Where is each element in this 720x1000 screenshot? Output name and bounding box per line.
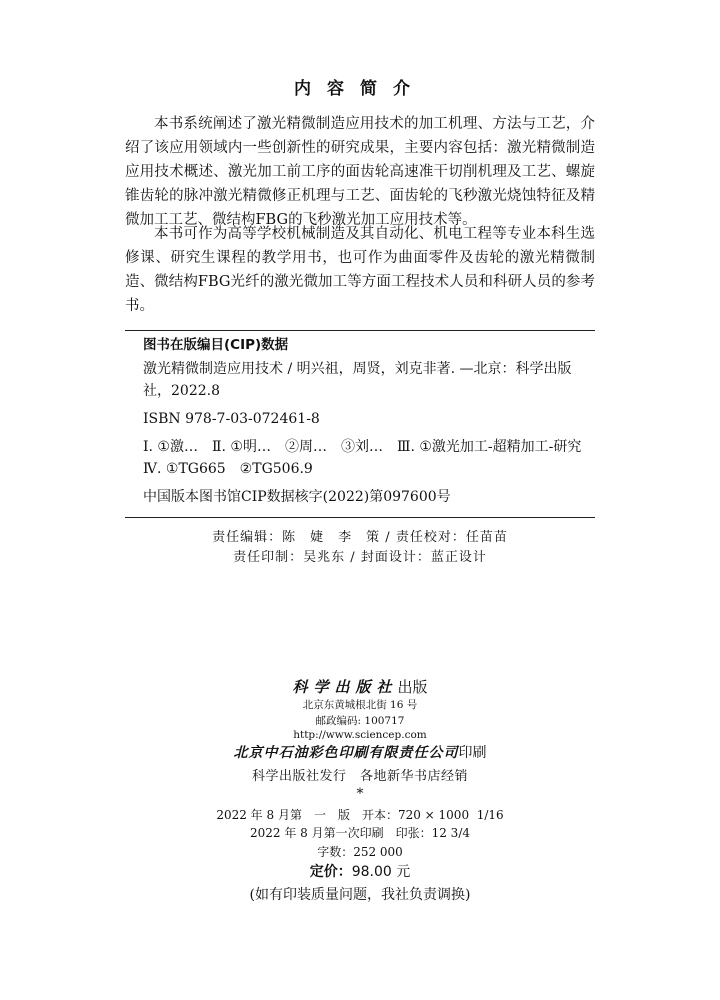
publisher-line (0, 676, 720, 697)
edition-line: 2022 年 8 月第 一 版 开本：720 × 1000 1/16 (216, 808, 504, 822)
price-value: 98.00 元 (351, 864, 411, 880)
editor-credits: 责任编辑：陈 婕 李 策 / 责任校对：任苗苗 (212, 530, 508, 545)
publisher-suffix: 出版 (397, 678, 428, 696)
cip-bottom-divider (125, 517, 595, 518)
quality-notice: (如有印装质量问题，我社负责调换) (249, 887, 471, 903)
intro-paragraph-1 (125, 112, 595, 232)
cip-entry: 激光精微制造应用技术 / 明兴祖，周贤，刘克非著. —北京：科学出版社，2022.8 (143, 361, 572, 399)
separator-asterisk: * (356, 786, 364, 802)
cip-classification: Ⅰ. ①激… Ⅱ. ①明… ②周… ③刘… Ⅲ. ①激光加工-超精加工-研究 Ⅳ. ①TG665 ②TG506.9 (143, 439, 596, 477)
publisher-postcode: 邮政编码: 100717 (315, 715, 405, 727)
publisher-url: http://www.sciencep.com (293, 729, 427, 741)
cip-record-number: 中国版本图书馆CIP数据核字(2022)第097600号 (143, 489, 451, 505)
cip-isbn: ISBN 978-7-03-072461-8 (143, 411, 320, 427)
printer-name: 北京中石油彩色印刷有限责任公司 (233, 745, 459, 761)
printer-line (0, 742, 720, 762)
intro-text: 本书系统阐述了激光精微制造应用技术的加工机理、方法与工艺，介绍了该应用领域内一些创新性的研究成果，主要内容包括：激光精微制造应用技术概述、激光加工前工序的面齿轮高速准干切削机理及工艺、螺旋锥齿轮的脉冲激光精微修正机理与工艺、面齿轮的飞秒激光烧蚀特征及精微加工工艺、微结构FBG的飞秒激光加工应用技术等。 (125, 116, 595, 228)
intro-paragraph-2 (125, 222, 595, 318)
printer-suffix: 印刷 (458, 745, 487, 761)
intro-text: 本书可作为高等学校机械制造及其自动化、机电工程等专业本科生选修课、研究生课程的教学用书，也可作为曲面零件及齿轮的激光精微制造、微结构FBG光纤的激光微加工等方面工程技术人员和科研人员的参考书。 (125, 226, 595, 314)
publisher-address: 北京东黄城根北街 16 号 (302, 699, 418, 711)
cip-heading: 图书在版编目(CIP)数据 (143, 337, 289, 353)
impression-line: 2022 年 8 月第一次印刷 印张：12 3/4 (249, 826, 470, 840)
price-label: 定价： (309, 864, 352, 880)
cip-top-divider (125, 330, 595, 331)
publisher-name: 科学出版社 (292, 678, 398, 696)
page-title: 内容简介 (294, 79, 426, 99)
word-count: 字数：252 000 (317, 845, 403, 859)
distribution-line: 科学出版社发行 各地新华书店经销 (251, 769, 468, 784)
price-line (0, 861, 720, 881)
production-credits: 责任印制：吴兆东 / 封面设计：蓝正设计 (233, 550, 487, 565)
